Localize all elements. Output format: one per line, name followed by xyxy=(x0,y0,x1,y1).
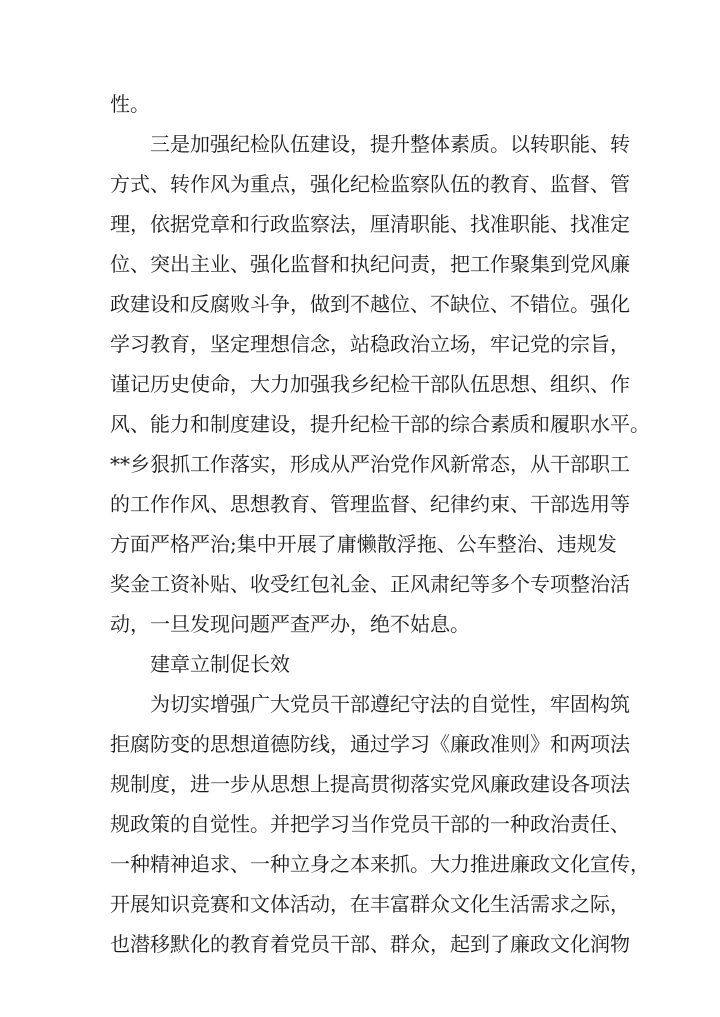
text-line: 谨记历史使命，大力加强我乡纪检干部队伍思想、组织、作 xyxy=(110,372,630,396)
text-line: 性。 xyxy=(110,92,150,116)
text-line: 奖金工资补贴、收受红包礼金、正风肃纪等多个专项整治活 xyxy=(110,572,630,596)
section-heading: 建章立制促长效 xyxy=(150,652,290,676)
text-line: 规政策的自觉性。并把学习当作党员干部的一种政治责任、 xyxy=(110,812,630,836)
text-line: 也潜移默化的教育着党员干部、群众，起到了廉政文化润物 xyxy=(110,932,630,956)
paragraph-first-line: 为切实增强广大党员干部遵纪守法的自觉性，牢固构筑 xyxy=(150,692,630,716)
text-line: 理，依据党章和行政监察法，厘清职能、找准职能、找准定 xyxy=(110,212,630,236)
text-line: 风、能力和制度建设，提升纪检干部的综合素质和履职水平。 xyxy=(110,412,650,436)
text-line: 规制度，进一步从思想上提高贯彻落实党风廉政建设各项法 xyxy=(110,772,630,796)
text-line: 一种精神追求、一种立身之本来抓。大力推进廉政文化宣传， xyxy=(110,852,650,876)
text-line: 动，一旦发现问题严查严办，绝不姑息。 xyxy=(110,612,470,636)
text-line: 开展知识竞赛和文体活动，在丰富群众文化生活需求之际， xyxy=(110,892,630,916)
text-line: 的工作作风、思想教育、管理监督、纪律约束、干部选用等 xyxy=(110,492,630,516)
text-line: 方式、转作风为重点，强化纪检监察队伍的教育、监督、管 xyxy=(110,172,630,196)
text-line: 拒腐防变的思想道德防线，通过学习《廉政准则》和两项法 xyxy=(110,732,630,756)
text-line: 政建设和反腐败斗争，做到不越位、不缺位、不错位。强化 xyxy=(110,292,630,316)
text-line: 学习教育，坚定理想信念，站稳政治立场，牢记党的宗旨， xyxy=(110,332,630,356)
text-line: 方面严格严治;集中开展了庸懒散浮拖、公车整治、违规发 xyxy=(110,532,617,556)
paragraph-first-line: 三是加强纪检队伍建设，提升整体素质。以转职能、转 xyxy=(150,132,630,156)
text-line: **乡狠抓工作落实，形成从严治党作风新常态，从干部职工 xyxy=(110,452,630,476)
text-line: 位、突出主业、强化监督和执纪问责，把工作聚集到党风廉 xyxy=(110,252,630,276)
